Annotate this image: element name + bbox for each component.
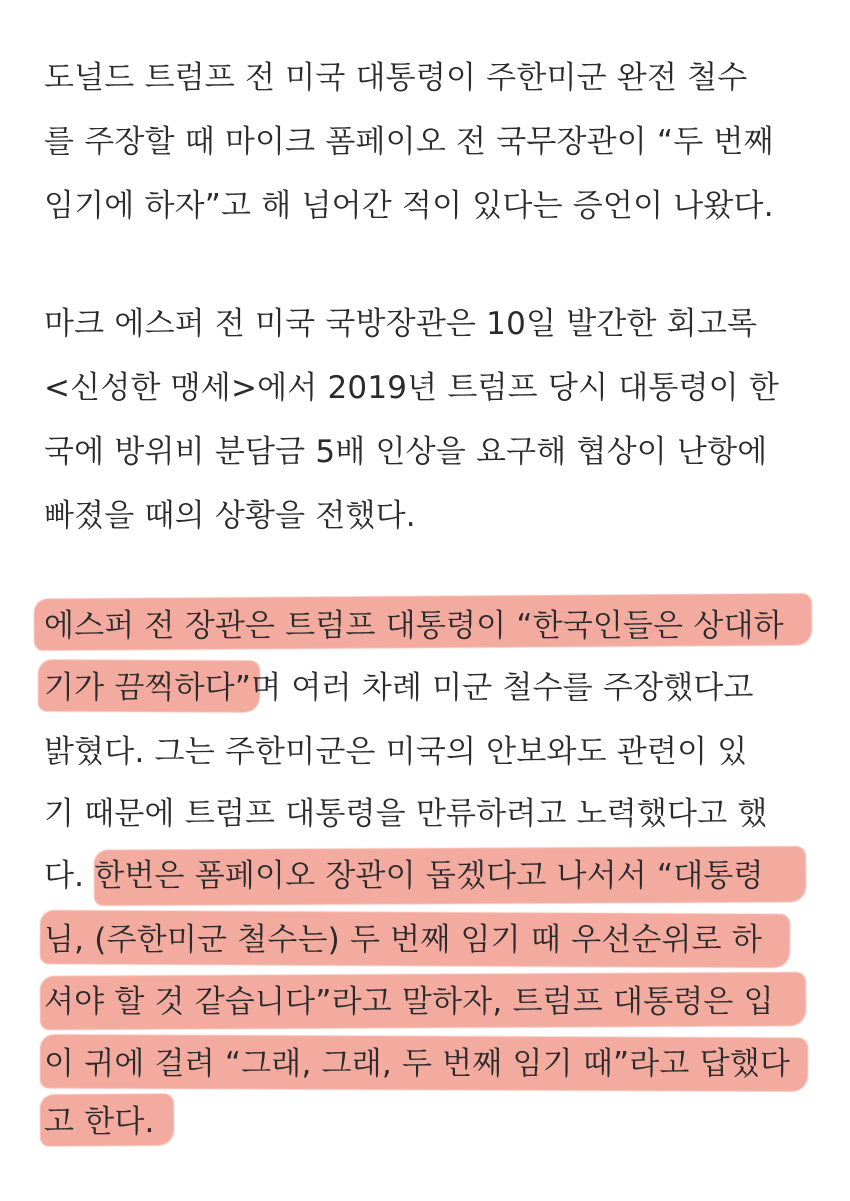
text-line: <신성한 맹세>에서 2019년 트럼프 당시 대통령이 한 [44, 370, 779, 406]
text-line: 님, (주한미군 철수는) 두 번째 임기 때 우선순위로 하 [44, 922, 762, 958]
text-line: 이 귀에 걸려 “그래, 그래, 두 번째 임기 때”라고 답했다 [44, 1046, 791, 1082]
text-line: 에스퍼 전 장관은 트럼프 대통령이 “한국인들은 상대하 [44, 608, 784, 644]
text-line: 마크 에스퍼 전 미국 국방장관은 10일 발간한 회고록 [44, 306, 758, 342]
text-line: 국에 방위비 분담금 5배 인상을 요구해 협상이 난항에 [44, 434, 768, 470]
text-line: 도널드 트럼프 전 미국 대통령이 주한미군 완전 철수 [44, 60, 748, 96]
text-line: 셔야 할 것 같습니다”라고 말하자, 트럼프 대통령은 입 [44, 984, 774, 1020]
text-line: 임기에 하자”고 해 넘어간 적이 있다는 증언이 나왔다. [44, 188, 774, 224]
text-line: 고 한다. [44, 1104, 155, 1140]
text-line: 다. 한번은 폼페이오 장관이 돕겠다고 나서서 “대통령 [44, 858, 764, 894]
text-line: 기 때문에 트럼프 대통령을 만류하려고 노력했다고 했 [44, 796, 768, 832]
text-line: 밝혔다. 그는 주한미군은 미국의 안보와도 관련이 있 [44, 734, 748, 770]
text-line: 기가 끔찍하다”며 여러 차례 미군 철수를 주장했다고 [44, 670, 754, 706]
text-line: 를 주장할 때 마이크 폼페이오 전 국무장관이 “두 번째 [44, 124, 774, 160]
text-line: 빠졌을 때의 상황을 전했다. [44, 498, 416, 534]
